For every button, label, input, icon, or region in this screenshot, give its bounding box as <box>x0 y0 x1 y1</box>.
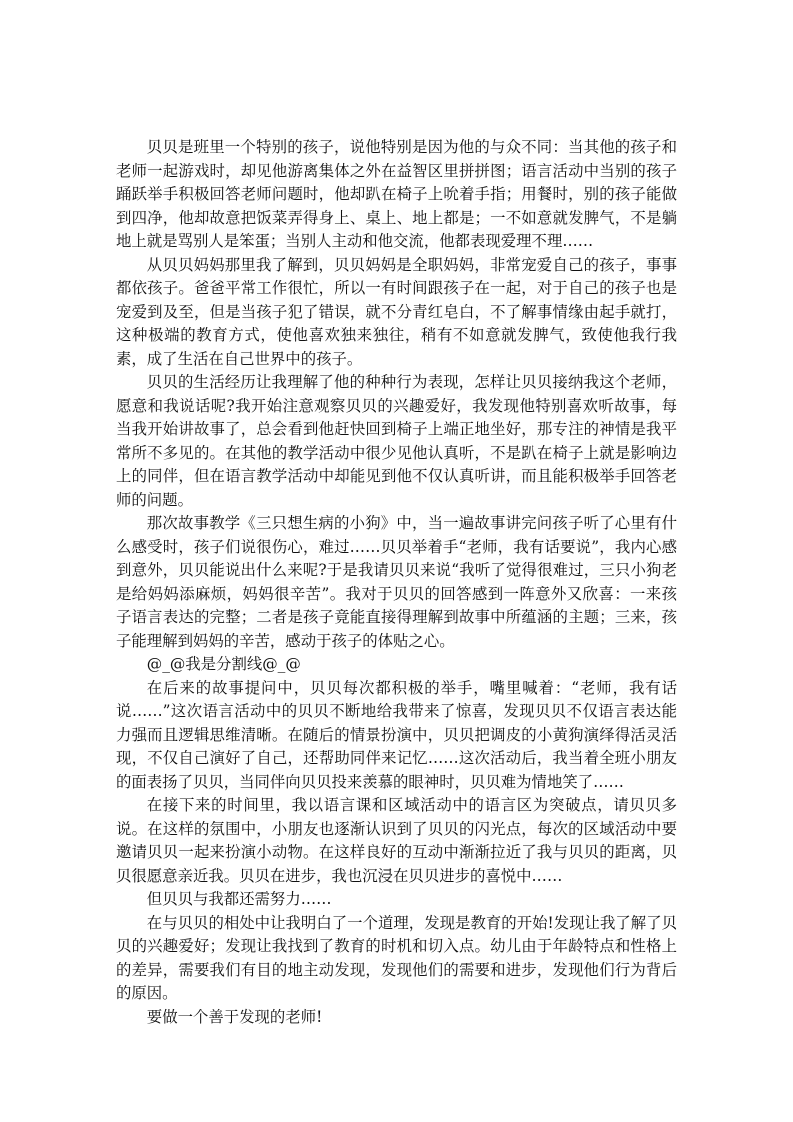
paragraph-family-background: 从贝贝妈妈那里我了解到，贝贝妈妈是全职妈妈，非常宠爱自己的孩子，事事都依孩子。爸爸平常工作很忙，所以一有时间跟孩子在一起，对于自己的孩子也是宠爱到及至，但是当孩子犯了错误，就不分青红皂白，不了解事情缘由起手就打，这种极端的教育方式，使他喜欢独来独往，稍有不如意就发脾气，致使他我行我素，成了生活在自己世界中的孩子。 <box>116 255 677 368</box>
paragraph-effort: 但贝贝与我都还需努力…… <box>146 890 332 908</box>
paragraph-progress: 在后来的故事提问中，贝贝每次都积极的举手，嘴里喊着：“老师，我有话说……”这次语言活动中的贝贝不断地给我带来了惊喜，发现贝贝不仅语言表达能力强而且逻辑思维清晰。在随后的情景扮演中，贝贝把调皮的小黄狗演绎得活灵活现，不仅自己演好了自己，还帮助同伴来记忆……这次活动后，我当着全班小朋友的面表扬了贝贝，当同伴向贝贝投来羡慕的眼神时，贝贝难为情地笑了…… <box>116 678 677 791</box>
divider-text: @_@我是分割线@_@ <box>146 655 301 673</box>
paragraph-story-lesson: 那次故事教学《三只想生病的小狗》中，当一遍故事讲完问孩子听了心里有什么感受时，孩子们说很伤心，难过……贝贝举着手“老师，我有话要说”，我内心感到意外，贝贝能说出什么来呢?于是我请贝贝来说“我听了觉得很难过，三只小狗老是给妈妈添麻烦，妈妈很辛苦”。我对于贝贝的回答感到一阵意外又欣喜：一来孩子语言表达的完整；二者是孩子竟能直接得理解到故事中所蕴涵的主题；三来，孩子能理解到妈妈的辛苦，感动于孩子的体贴之心。 <box>116 514 677 650</box>
paragraph-reflection: 在与贝贝的相处中让我明白了一个道理，发现是教育的开始!发现让我了解了贝贝的兴趣爱好；发现让我找到了教育的时机和切入点。幼儿由于年龄特点和性格上的差异，需要我们有目的地主动发现，发现他们的需要和进步，发现他们行为背后的原因。 <box>116 913 677 1002</box>
paragraph-intro: 贝贝是班里一个特别的孩子，说他特别是因为他的与众不同：当其他的孩子和老师一起游戏时，却见他游离集体之外在益智区里拼拼图；语言活动中当别的孩子踊跃举手积极回答老师问题时，他却趴在椅子上吮着手指；用餐时，别的孩子能做到四净，他却故意把饭菜弄得身上、桌上、地上都是；一不如意就发脾气，不是躺地上就是骂别人是笨蛋；当别人主动和他交流，他都表现爱理不理…… <box>116 138 677 250</box>
paragraph-language-area: 在接下来的时间里，我以语言课和区域活动中的语言区为突破点，请贝贝多说。在这样的氛围中，小朋友也逐渐认识到了贝贝的闪光点，每次的区域活动中要邀请贝贝一起来扮演小动物。在这样良好的互动中渐渐拉近了我与贝贝的距离，贝贝很愿意亲近我。贝贝在进步，我也沉浸在贝贝进步的喜悦中…… <box>116 796 677 885</box>
paragraph-conclusion: 要做一个善于发现的老师! <box>146 1007 323 1026</box>
document-page <box>116 136 677 1029</box>
paragraph-observation: 贝贝的生活经历让我理解了他的种种行为表现，怎样让贝贝接纳我这个老师，愿意和我说话呢?我开始注意观察贝贝的兴趣爱好，我发现他特别喜欢听故事，每当我开始讲故事了，总会看到他赶快回到椅子上端正地坐好，那专注的神情是我平常所不多见的。在其他的教学活动中很少见他认真听，不是趴在椅子上就是影响边上的同伴，但在语言教学活动中却能见到他不仅认真听讲，而且能积极举手回答老师的问题。 <box>116 373 677 509</box>
